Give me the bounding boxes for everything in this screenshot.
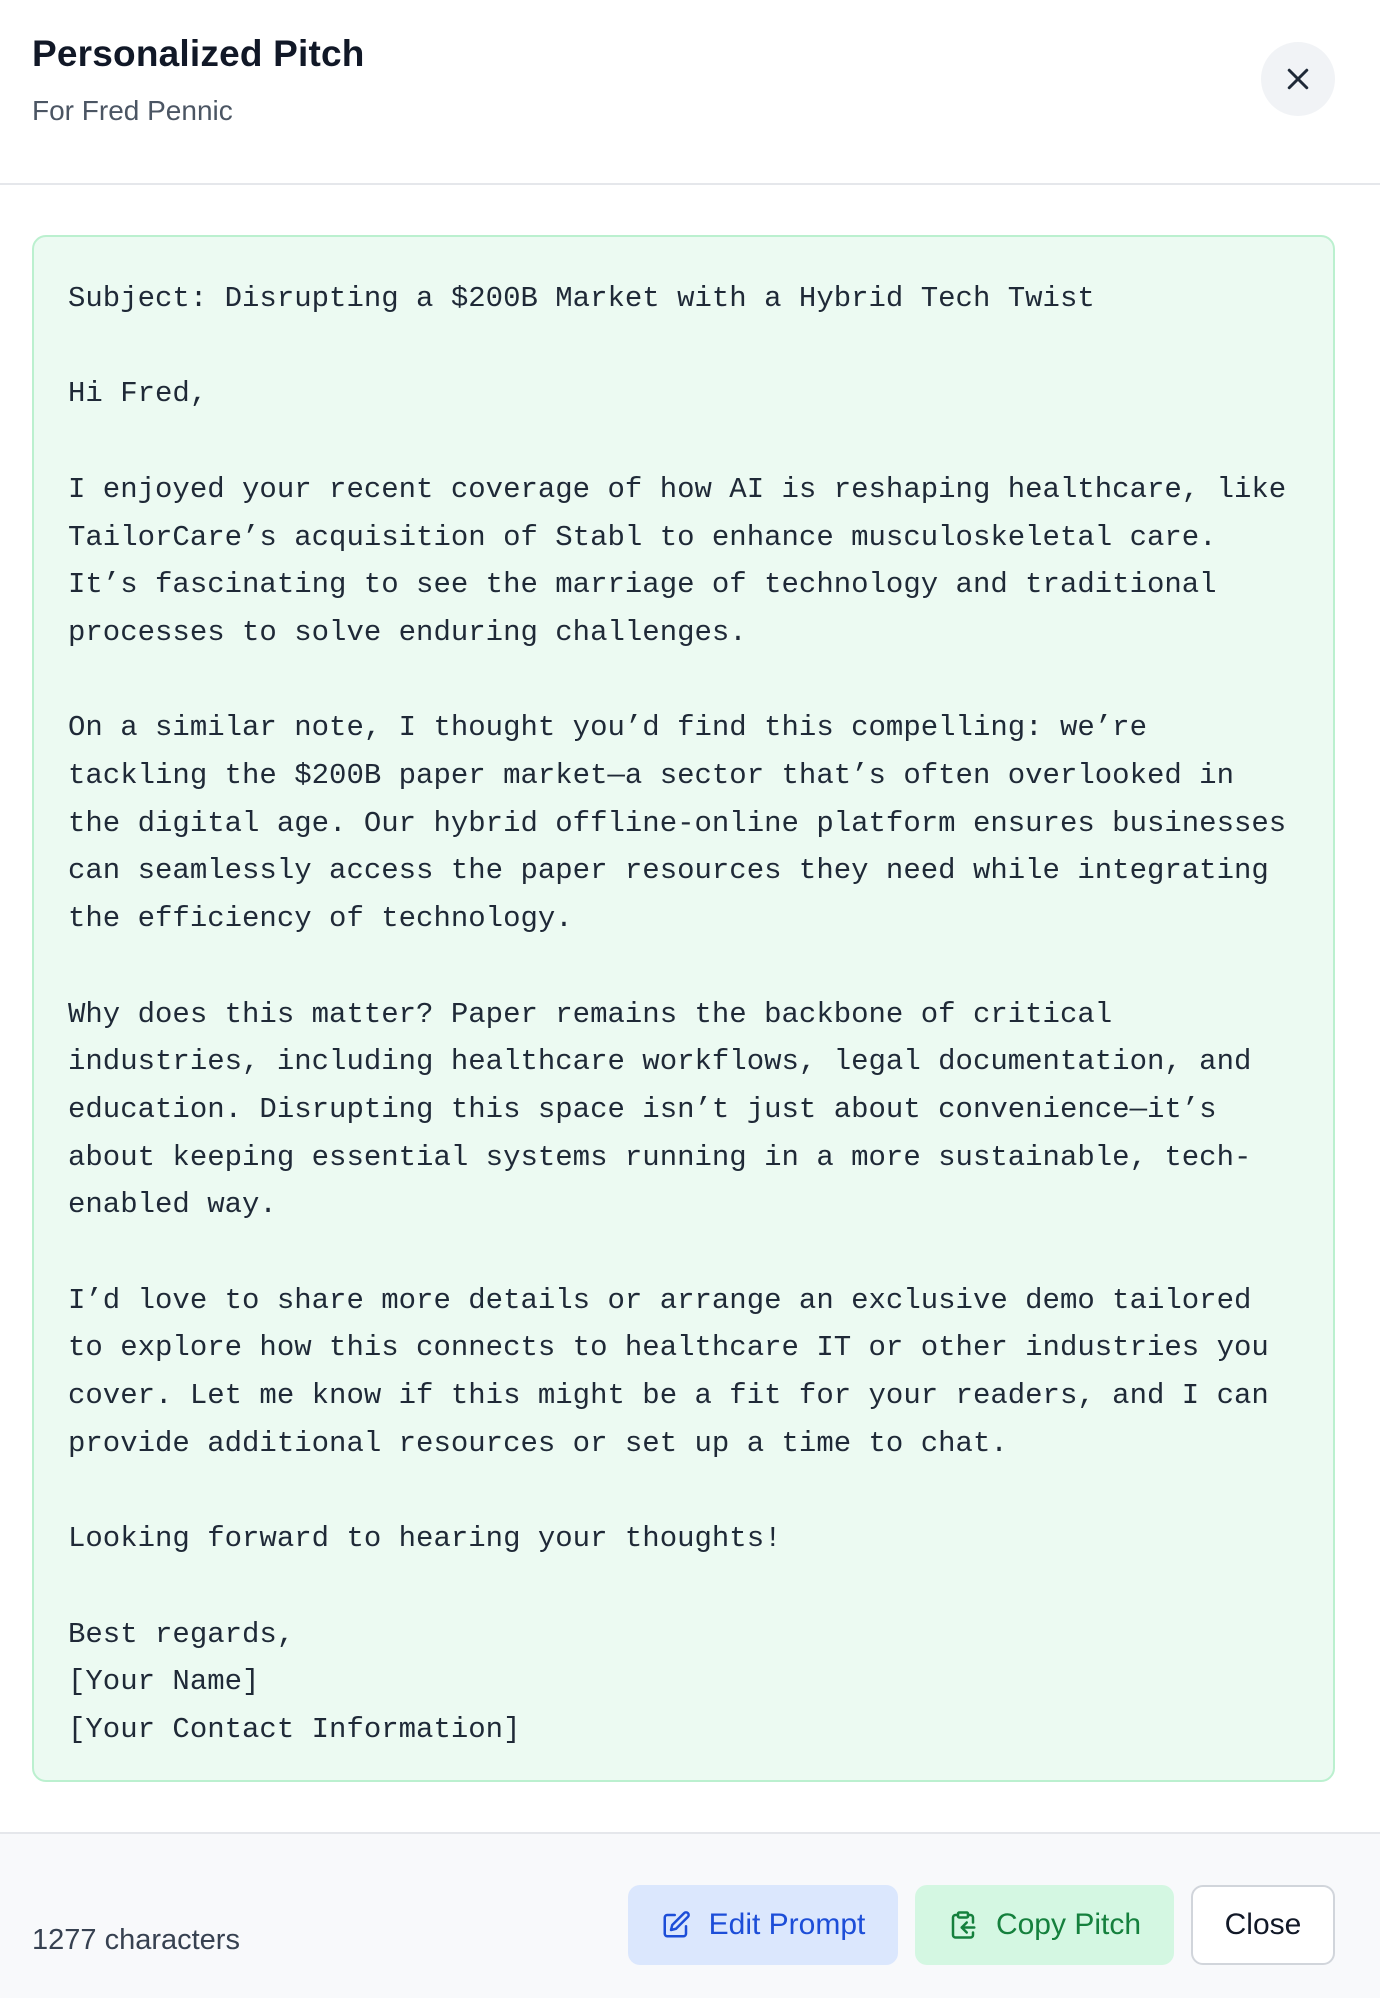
x-icon	[1283, 64, 1313, 94]
edit-prompt-button[interactable]	[628, 1885, 898, 1965]
modal-title: Personalized Pitch	[32, 33, 365, 74]
edit-icon	[661, 1910, 691, 1940]
close-modal-button[interactable]	[1261, 42, 1335, 116]
modal-header	[0, 0, 1380, 185]
pitch-text: Subject: Disrupting a $200B Market with a Hybrid Tech Twist Hi Fred, I enjoyed your recent coverage of how AI is reshaping healthcare, like TailorCare’s acquisition of Stabl to enhance musculoskeletal care. It’s fascinating to see the marriage of technology and traditional processes to solve enduring challenges. On a similar note, I thought you’d find this compelling: we’re tackling the $200B paper market—a sector that’s often overlooked in the digital age. Our hybrid offline-online platform ensures businesses can seamlessly access the paper resources they need while integrating the efficiency of technology. Why does this matter? Paper remains the backbone of critical industries, including healthcare workflows, legal documentation, and education. Disrupting this space isn’t just about convenience—it’s about keeping essential systems running in a more sustainable, tech-enabled way. I’d love to share more details or arrange an exclusive demo tailored to explore how this connects to healthcare IT or other industries you cover. Let me know if this might be a fit for your readers, and I can provide additional resources or set up a time to chat. Looking forward to hearing your thoughts! Best regards, [Your Name] [Your Contact Information]	[68, 282, 1287, 1747]
close-button[interactable]	[1191, 1885, 1335, 1965]
clipboard-icon	[948, 1910, 978, 1940]
modal-footer	[0, 1832, 1380, 1998]
character-count: 1277 characters	[32, 1924, 240, 1956]
edit-prompt-label: Edit Prompt	[708, 1908, 866, 1941]
pitch-content-box	[32, 235, 1335, 1782]
close-label: Close	[1224, 1908, 1302, 1941]
copy-pitch-button[interactable]	[915, 1885, 1174, 1965]
modal-subtitle: For Fred Pennic	[32, 95, 233, 126]
copy-pitch-label: Copy Pitch	[995, 1908, 1142, 1941]
